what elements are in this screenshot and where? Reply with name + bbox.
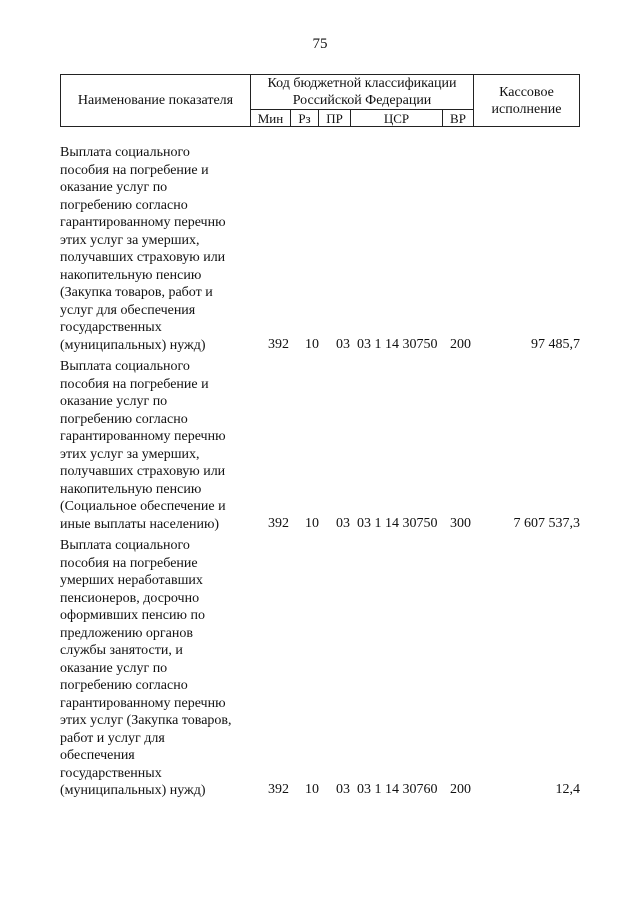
row-3-name-line: оформивших пенсию по bbox=[60, 608, 205, 623]
row-2-name-line: накопительную пенсию bbox=[60, 481, 202, 497]
row-1-name-line: пособия на погребение и bbox=[60, 162, 209, 178]
row-1-name-line: погребению согласно bbox=[60, 197, 188, 213]
row-3-name-line: (муниципальных) нужд) bbox=[60, 783, 206, 798]
header-sub-min: Мин bbox=[251, 110, 291, 127]
row-1-name-line: накопительную пенсию bbox=[60, 267, 202, 283]
header-execution-line2: исполнение bbox=[491, 101, 562, 117]
row-2-rz: 10 bbox=[305, 516, 319, 531]
row-2-min: 392 bbox=[268, 516, 289, 531]
header-sub-pr: ПР bbox=[319, 110, 351, 127]
row-1-name bbox=[60, 144, 260, 354]
row-1-name-line: государственных bbox=[60, 320, 162, 335]
row-2-name-line: оказание услуг по bbox=[60, 394, 168, 409]
row-2-name-line: получавших страховую или bbox=[60, 464, 226, 479]
row-2-name-line: иные выплаты населению) bbox=[60, 516, 220, 532]
header-execution-column bbox=[474, 74, 580, 127]
row-2-name-line: погребению согласно bbox=[60, 411, 188, 427]
row-2-name-line: гарантированному перечню bbox=[60, 429, 226, 444]
row-1-name-line: (муниципальных) нужд) bbox=[60, 337, 206, 353]
row-1-min: 392 bbox=[268, 337, 289, 352]
row-1-name-line: оказание услуг по bbox=[60, 180, 168, 195]
row-1-csr: 03 1 14 30750 bbox=[357, 337, 438, 352]
row-2-name bbox=[60, 358, 260, 533]
row-2-name-line: этих услуг за умерших, bbox=[60, 446, 200, 462]
header-code-column bbox=[251, 74, 474, 110]
row-3-name-line: пособия на погребение bbox=[60, 555, 198, 571]
header-sub-vr: ВР bbox=[443, 110, 474, 127]
row-1-name-line: (Закупка товаров, работ и bbox=[60, 285, 213, 300]
row-1-name-line: Выплата социального bbox=[60, 145, 190, 160]
row-1-vr: 200 bbox=[450, 337, 471, 352]
row-2-pr: 03 bbox=[336, 516, 350, 531]
row-3-name-line: гарантированному перечню bbox=[60, 695, 226, 711]
page-number: 75 bbox=[312, 36, 328, 52]
row-3-csr: 03 1 14 30760 bbox=[357, 782, 438, 797]
row-2-vr: 300 bbox=[450, 516, 471, 531]
header-name-column bbox=[60, 74, 251, 127]
row-3-name-line: оказание услуг по bbox=[60, 660, 168, 676]
row-1-name-line: получавших страховую или bbox=[60, 250, 226, 265]
row-1-name-line: гарантированному перечню bbox=[60, 215, 226, 230]
row-3-name-line: этих услуг (Закупка товаров, bbox=[60, 713, 232, 728]
row-2-execution: 7 607 537,3 bbox=[513, 516, 580, 531]
row-3-execution: 12,4 bbox=[555, 782, 580, 797]
row-3-min: 392 bbox=[268, 782, 289, 797]
row-3-name-line: работ и услуг для bbox=[60, 730, 165, 746]
row-3-rz: 10 bbox=[305, 782, 319, 797]
row-1-pr: 03 bbox=[336, 337, 350, 352]
header-code-line1: Код бюджетной классификации bbox=[267, 76, 457, 91]
row-1-name-line: услуг для обеспечения bbox=[60, 302, 196, 318]
header-code-line2: Российской Федерации bbox=[292, 93, 432, 108]
row-2-csr: 03 1 14 30750 bbox=[357, 516, 438, 531]
row-1-execution: 97 485,7 bbox=[531, 337, 580, 352]
row-3-pr: 03 bbox=[336, 782, 350, 797]
row-1-name-line: этих услуг за умерших, bbox=[60, 232, 200, 248]
row-1-rz: 10 bbox=[305, 337, 319, 352]
row-3-name-line: пенсионеров, досрочно bbox=[60, 590, 200, 606]
row-2-name-line: Выплата социального bbox=[60, 359, 190, 374]
row-3-name-line: службы занятости, и bbox=[60, 643, 183, 658]
header-name-label: Наименование показателя bbox=[77, 93, 234, 108]
row-2-name-line: пособия на погребение и bbox=[60, 376, 209, 392]
row-3-name bbox=[60, 537, 260, 800]
row-3-name-line: умерших неработавших bbox=[60, 573, 203, 588]
row-3-name-line: Выплата социального bbox=[60, 538, 190, 553]
row-3-name-line: предложению органов bbox=[60, 625, 193, 641]
row-3-name-line: обеспечения bbox=[60, 748, 135, 763]
header-sub-rz: Рз bbox=[291, 110, 319, 127]
row-3-vr: 200 bbox=[450, 782, 471, 797]
row-3-name-line: погребению согласно bbox=[60, 678, 188, 693]
row-3-name-line: государственных bbox=[60, 765, 162, 781]
header-execution-line1: Кассовое bbox=[499, 84, 554, 100]
header-sub-csr: ЦСР bbox=[351, 110, 443, 127]
row-2-name-line: (Социальное обеспечение и bbox=[60, 499, 226, 514]
